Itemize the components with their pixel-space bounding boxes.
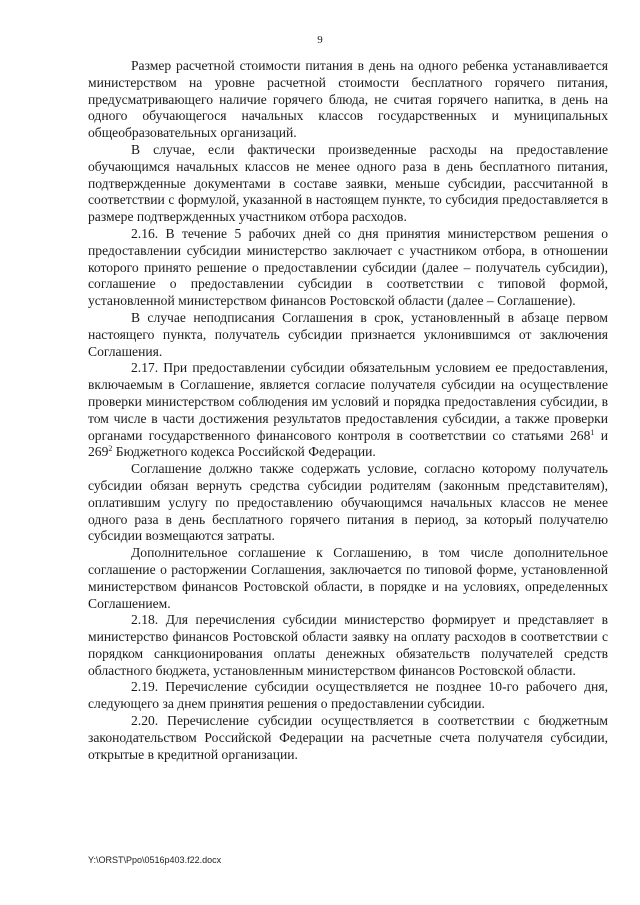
paragraph-2-20: 2.20. Перечисление субсидии осуществляется в соответствии с бюджетным законодательством Российской Федерации на расчетные счета получателя субсидии, открытые в кредитной организации. (88, 713, 608, 762)
paragraph-2-19: 2.19. Перечисление субсидии осуществляется не позднее 10-го рабочего дня, следующего за днем принятия решения о предоставлении субсидии. (88, 679, 608, 712)
paragraph-2-18: 2.18. Для перечисления субсидии министерство формирует и представляет в министерство финансов Ростовской области заявку на оплату расходов в соответствии с порядком санкционирования оплаты денежных обязательств получателей средств областного бюджета, установленным министерством финансов Ростовской области. (88, 612, 608, 678)
file-path-footer: Y:\ORST\Ppo\0516p403.f22.docx (88, 855, 222, 865)
paragraph-2-17-text-a: 2.17. При предоставлении субсидии обязательным условием ее предоставления, включаемым в Соглашение, является согласие получателя субсидии на осуществление проверки министерством соблюдения им условий и порядка предоставления субсидии, в том числе в части достижения результатов предоставления субсидии, а также проверки органами государственного финансового контроля в соответствии со статьями 268 (88, 360, 608, 443)
paragraph-2-17-text-b: и 269 (88, 427, 608, 460)
paragraph-unsigned-agreement: В случае неподписания Соглашения в срок, установленный в абзаце первом настоящего пункта, получатель субсидии признается уклонившимся от заключения Соглашения. (88, 309, 608, 359)
paragraph-actual-expenses: В случае, если фактически произведенные расходы на предоставление обучающимся начальных классов не менее одного раза в день бесплатного питания, подтвержденные документами в составе заявки, меньше субсидии, рассчитанной в соответствии с формулой, указанной в настоящем пункте, то субсидия предоставляется в размере подтвержденных участником отбора расходов. (88, 141, 608, 225)
superscript-2: 2 (108, 444, 113, 454)
document-body (88, 58, 608, 763)
page-number: 9 (317, 34, 323, 46)
paragraph-return-funds: Соглашение должно также содержать условие, согласно которому получатель субсидии обязан вернуть средства субсидии родителям (законным представителям), оплатившим услугу по предоставлению обучающимся начальных классов не менее одного раза в день бесплатного горячего питания в период, за который получателю субсидии возмещаются затраты. (88, 461, 608, 544)
superscript-1: 1 (590, 427, 595, 437)
paragraph-2-16: 2.16. В течение 5 рабочих дней со дня принятия министерством решения о предоставлении субсидии министерство заключает с участником отбора, в отношении которого принято решение о предоставлении субсидии (далее – получатель субсидии), соглашение о предоставлении субсидии в соответствии с типовой формой, установленной министерством финансов Ростовской области (далее – Соглашение). (88, 225, 608, 309)
paragraph-additional-agreement: Дополнительное соглашение к Соглашению, в том числе дополнительное соглашение о расторжении Соглашения, заключается по типовой форме, установленной министерством финансов Ростовской области, в порядке и на условиях, определенных Соглашением. (88, 545, 608, 611)
paragraph-meal-cost: Размер расчетной стоимости питания в день на одного ребенка устанавливается министерством на уровне расчетной стоимости бесплатного горячего питания, предусматривающего наличие горячего блюда, не считая горячего напитка, в день на одного обучающегося начальных классов государственных и муниципальных общеобразовательных организаций. (88, 58, 608, 141)
paragraph-2-17-text-c: Бюджетного кодекса Российской Федерации. (112, 444, 376, 460)
paragraph-2-17 (88, 360, 608, 461)
